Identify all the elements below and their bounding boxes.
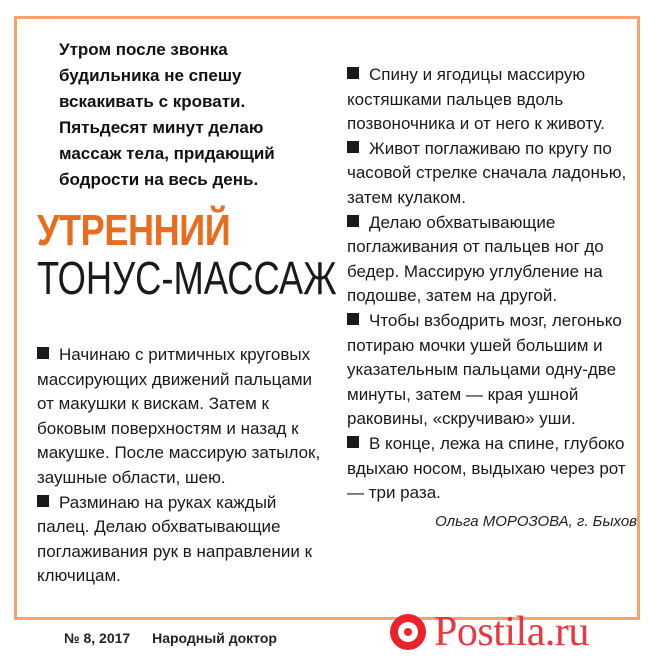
postila-logo-icon [390,614,426,650]
bullet-square-icon [347,215,359,227]
paragraph-text: Начинаю с ритмичных круговых массирующих движений пальцами от макушки к вискам. Затем к боковым поверхностям и назад к макушке. После массирую затылок, заушные области, шею. [37,345,321,487]
author-signature: Ольга МОРОЗОВА, г. Быхов [435,512,637,530]
bullet-square-icon [347,436,359,448]
article-title-line1: УТРЕННИЙ [37,206,231,255]
issue-number: № 8, 2017 [64,630,131,646]
bullet-square-icon [37,347,49,359]
article-title-line2: ТОНУС-МАССАЖ [37,252,337,304]
paragraph-5 [347,211,637,309]
article-frame [14,16,640,620]
paragraph-text: Спину и ягодицы массирую костяшками пальцев вдоль позвоночника и от него к животу. [347,65,605,134]
page-footer [64,630,277,646]
bullet-square-icon [347,67,359,79]
bullet-square-icon [37,495,49,507]
paragraph-text: Делаю обхватывающие поглаживания от пальцев ног до бедер. Массирую углубление на подошве, затем на другой. [347,212,604,306]
paragraph-7 [347,432,637,506]
paragraph-text: Разминаю на руках каждый палец. Делаю обхватывающие поглаживания рук в направлении к ключицам. [37,492,313,586]
watermark [390,604,589,660]
paragraph-2 [37,491,333,589]
publication-name: Народный доктор [152,630,277,646]
right-column [347,63,637,534]
bullet-square-icon [347,313,359,325]
article-intro: Утром после звонка будильника не спешу вскакивать с кровати. Пятьдесят минут делаю массаж тела, придающий бодрости на весь день. [59,40,275,189]
paragraph-6 [347,309,637,432]
paragraph-4 [347,137,637,211]
left-column [37,37,337,589]
bullet-square-icon [347,141,359,153]
left-body [37,343,333,589]
paragraph-3 [347,63,637,137]
paragraph-text: Живот поглаживаю по кругу по часовой стрелке сначала ладонью, затем кулаком. [347,138,627,207]
paragraph-1 [37,343,333,491]
watermark-text: Postila.ru [434,609,589,655]
paragraph-text: Чтобы взбодрить мозг, легонько потираю мочки ушей большим и указательным пальцами одну-две минуты, затем — края ушной раковины, «скручиваю» уши. [347,310,622,429]
paragraph-text: В конце, лежа на спине, глубоко вдыхаю носом, выдыхаю через рот — три раза. [347,433,626,503]
